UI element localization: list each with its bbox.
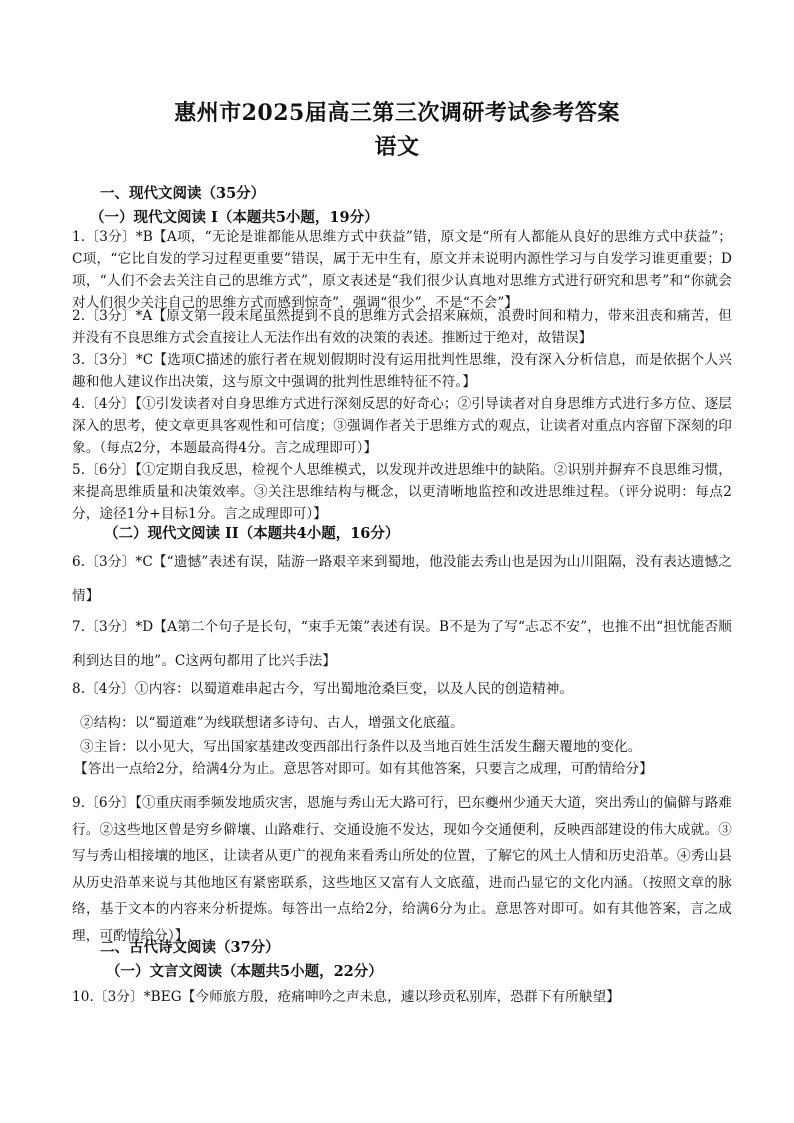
subsection-heading-classical-prose: （一）文言文阅读（本题共5小题，22分） bbox=[106, 963, 383, 980]
answer-q10: 10.〔3分〕*BEG【今师旅方殷，疮痛呻吟之声未息，遽以珍贡私别库，恐群下有所觖望】 bbox=[72, 989, 620, 1005]
page-title: 惠州市2025届高三第三次调研考试参考答案 bbox=[174, 100, 620, 126]
page-subtitle: 语文 bbox=[374, 134, 420, 160]
answer-q2: 2.〔3分〕*A【原文第一段末尾虽然提到不良的思维方式会招来麻烦，浪费时间和精力，带来沮丧和痛苦，但并没有不良思维方式会直接让人无法作出有效的决策的表述。推断过于绝对，故错误】 bbox=[72, 308, 732, 346]
answer-q5: 5.〔6分〕【①定期自我反思，检视个人思维模式，以发现并改进思维中的缺陷。②识别并摒弃不良思维习惯，来提高思维质量和决策效率。③关注思维结构与概念，以更清晰地监控和改进思维过程。（评分说明：每点2分，途径1分+目标1分。言之成理即可）】 bbox=[72, 462, 732, 522]
answer-q6: 6.〔3分〕*C【“遗憾”表述有误，陆游一路艰辛来到蜀地，他没能去秀山也是因为山川阻隔，没有表达遗憾之情】 bbox=[72, 554, 732, 604]
answer-q4: 4.〔4分〕【①引发读者对自身思维方式进行深刻反思的好奇心；②引导读者对自身思维方式进行多方位、逐层深入的思考，使文章更具客观性和可信度；③强调作者关于思维方式的观点，让读者对重点内容留下深刻的印象。（每点2分，本题最高得4分。言之成理即可）】 bbox=[72, 396, 732, 456]
subsection-heading-modern-reading-2: （二）现代文阅读 II（本题共4小题，16分） bbox=[104, 525, 400, 542]
subsection-heading-modern-reading-1: （一）现代文阅读 I（本题共5小题，19分） bbox=[90, 209, 379, 226]
answer-q8-structure: ②结构：以“蜀道难”为线联想诸多诗句、古人，增强文化底蕴。 bbox=[80, 715, 464, 731]
answer-q7: 7.〔3分〕*D【A第二个句子是长句，“束手无策”表述有误。B不是为了写“忐忑不安”，也推不出“担忧能否顺利到达目的地”。C这两句都用了比兴手法】 bbox=[72, 619, 732, 669]
section-heading-modern-reading: 一、现代文阅读（35分） bbox=[100, 185, 266, 202]
answer-q1: 1.〔3分〕*B【A项，“无论是谁都能从思维方式中获益”错，原文是“所有人都能从良好的思维方式中获益”；C项，“它比自发的学习过程更重要”错误，属于无中生有，原文并未说明内源性学习与自发学习谁更重要；D项，“人们不会去关注自己的思维方式”，原文表述是“我们很少认真地对思维方式进行研究和思考”和“你就会对人们很少关注自己的思维方式而感到惊奇”，强调“很少”，不是“不会”】 bbox=[72, 229, 732, 311]
section-heading-classical-reading: 二、古代诗文阅读（37分） bbox=[100, 939, 280, 956]
answer-q8-scoring: 【答出一点给2分，给满4分为止。意思答对即可。如有其他答案，只要言之成理，可酌情给分】 bbox=[74, 761, 653, 777]
answer-q9: 9.〔6分〕【①重庆雨季频发地质灾害，恩施与秀山无大路可行，巴东夔州少通天大道，突出秀山的偏僻与路难行。②这些地区曾是穷乡僻壤、山路难行、交通设施不发达，现如今交通便利，反映西部建设的伟大成就。③写与秀山相接壤的地区，让读者从更广的视角来看秀山所处的位置，了解它的风土人情和历史沿革。④秀山县从历史沿革来说与其他地区有紧密联系，这些地区又富有人文底蕴，进而凸显它的文化内涵。（按照文章的脉络，基于文本的内容来分析提炼。每答出一点给2分，给满6分为止。意思答对即可。如有其他答案，言之成理，可酌情给分）】 bbox=[72, 795, 732, 944]
answer-q3: 3.〔3分〕*C【选项C描述的旅行者在规划假期时没有运用批判性思维，没有深入分析信息，而是依据个人兴趣和他人建议作出决策，这与原文中强调的批判性思维特征不符。】 bbox=[72, 352, 732, 390]
answer-q8-theme: ③主旨：以小见大，写出国家基建改变西部出行条件以及当地百姓生活发生翻天覆地的变化。 bbox=[80, 739, 642, 755]
answer-q8-content: 8.〔4分〕①内容：以蜀道难串起古今，写出蜀地沧桑巨变，以及人民的创造精神。 bbox=[72, 681, 574, 697]
